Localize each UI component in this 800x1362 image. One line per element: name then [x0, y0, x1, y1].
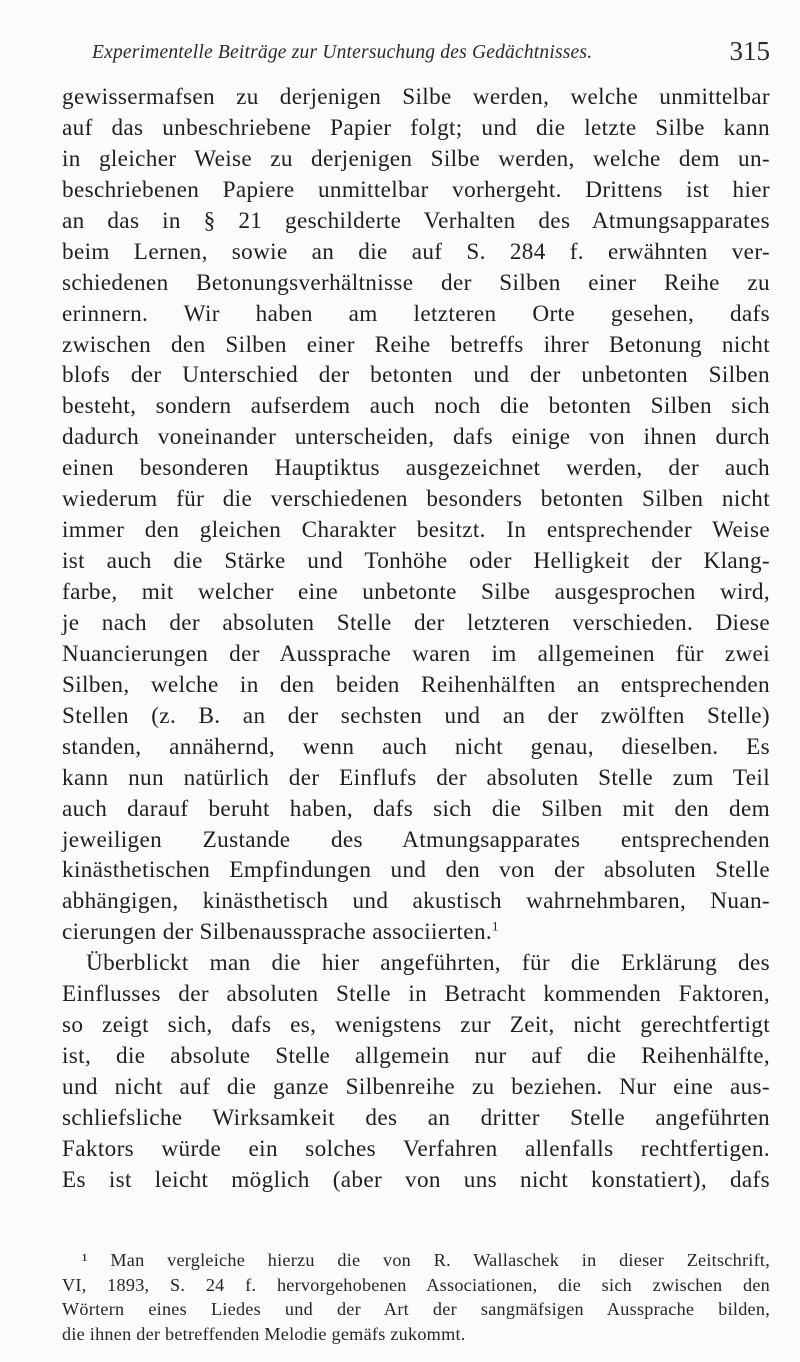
text-line: Nuancierungen der Aussprache waren im allgemeinen für zwei	[62, 640, 770, 667]
text-line: kann nun natürlich der Einflufs der absoluten Stelle zum Teil	[62, 764, 770, 791]
text-line: in gleicher Weise zu derjenigen Silbe werden, welche dem un-	[62, 145, 770, 172]
text-line: wiederum für die verschiedenen besonders betonten Silben nicht	[62, 486, 770, 513]
text-line: jeweiligen Zustande des Atmungsapparates entsprechenden	[62, 826, 770, 853]
text-line: zwischen den Silben einer Reihe betreffs ihrer Betonung nicht	[62, 331, 770, 358]
text-line: an das in § 21 geschilderte Verhalten des Atmungsapparates	[62, 207, 770, 234]
text-line: schiedenen Betonungsverhältnisse der Silben einer Reihe zu	[62, 269, 770, 296]
footnotes	[62, 1248, 770, 1346]
text-line: Es ist leicht möglich (aber von uns nicht konstatiert), dafs	[62, 1166, 770, 1193]
text-line: auch darauf beruht haben, dafs sich die Silben mit den dem	[62, 795, 770, 822]
text-line: ist auch die Stärke und Tonhöhe oder Helligkeit der Klang-	[62, 548, 770, 575]
text-line: blofs der Unterschied der betonten und der unbetonten Silben	[62, 362, 770, 389]
text-line-with-footnote	[62, 917, 770, 948]
footnote-line: die ihnen der betreffenden Melodie gemäfs zukommt.	[62, 1323, 466, 1344]
text-line: abhängigen, kinästhetisch und akustisch wahrnehmbaren, Nuan-	[62, 888, 770, 915]
text-line: Faktors würde ein solches Verfahren allenfalls rechtfertigen.	[62, 1135, 770, 1162]
text-line: je nach der absoluten Stelle der letzteren verschieden. Diese	[62, 609, 770, 636]
footnote-reference: 1	[492, 918, 499, 934]
text-line: ist, die absolute Stelle allgemein nur auf die Reihenhälfte,	[62, 1043, 770, 1070]
footnote-line: Wörtern eines Liedes und der Art der sangmäfsigen Aussprache bilden,	[62, 1299, 770, 1319]
text-line: besteht, sondern aufserdem auch noch die betonten Silben sich	[62, 393, 770, 420]
text-line: beim Lernen, sowie an die auf S. 284 f. erwähnten ver-	[62, 238, 770, 265]
text-line: standen, annähernd, wenn auch nicht genau, dieselben. Es	[62, 733, 770, 760]
text-line-content: cierungen der Silbenaussprache associierten.	[62, 919, 493, 946]
paragraph-first-line: Überblickt man die hier angeführten, für die Erklärung des	[86, 950, 770, 977]
text-line: Silben, welche in den beiden Reihenhälften an entsprechenden	[62, 671, 770, 698]
footnote-line: VI, 1893, S. 24 f. hervorgehobenen Associationen, die sich zwischen den	[62, 1274, 770, 1295]
text-line: immer den gleichen Charakter besitzt. In entsprechender Weise	[62, 517, 770, 544]
text-line: schliefsliche Wirksamkeit des an dritter Stelle angeführten	[62, 1104, 770, 1131]
text-line: kinästhetischen Empfindungen und den von der absoluten Stelle	[62, 857, 770, 884]
text-line: Einflusses der absoluten Stelle in Betracht kommenden Faktoren,	[62, 981, 770, 1008]
text-line: so zeigt sich, dafs es, wenigstens zur Zeit, nicht gerechtfertigt	[62, 1012, 770, 1039]
text-line: farbe, mit welcher eine unbetonte Silbe ausgesprochen wird,	[62, 579, 770, 605]
text-line: einen besonderen Hauptiktus ausgezeichnet werden, der auch	[62, 455, 770, 482]
footnote-line: ¹ Man vergleiche hierzu die von R. Wallaschek in dieser Zeitschrift,	[82, 1250, 770, 1270]
text-line: und nicht auf die ganze Silbenreihe zu beziehen. Nur eine aus-	[62, 1074, 770, 1100]
page-number: 315	[729, 36, 770, 66]
text-line: beschriebenen Papiere unmittelbar vorhergeht. Drittens ist hier	[62, 176, 770, 203]
text-line: dadurch voneinander unterscheiden, dafs einige von ihnen durch	[62, 424, 770, 451]
text-line: gewissermafsen zu derjenigen Silbe werden, welche unmittelbar	[62, 84, 770, 110]
text-line: auf das unbeschriebene Papier folgt; und die letzte Silbe kann	[62, 114, 770, 141]
text-line: erinnern. Wir haben am letzteren Orte gesehen, dafs	[62, 300, 770, 327]
running-head	[92, 36, 770, 70]
body-text	[62, 82, 770, 1196]
text-line: Stellen (z. B. an der sechsten und an der zwölften Stelle)	[62, 702, 770, 729]
running-title: Experimentelle Beiträge zur Untersuchung des Gedächtnisses.	[92, 42, 593, 63]
